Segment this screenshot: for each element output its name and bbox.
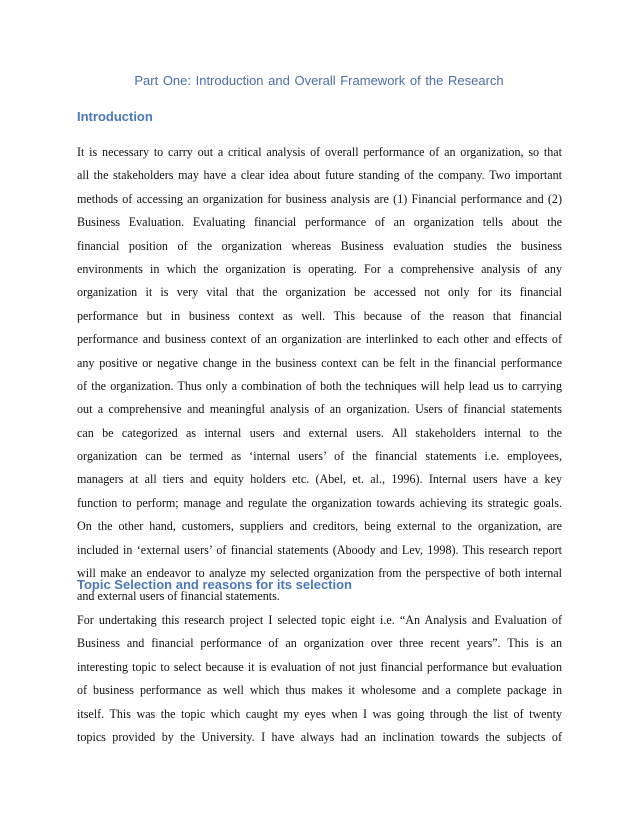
text-line: interesting topic to select because it is evaluation of not just financial performance but evaluation xyxy=(77,659,562,674)
text-line: organization can be termed as ‘internal users’ of the financial statements i.e. employees, xyxy=(77,449,562,464)
text-line: methods of accessing an organization for business analysis are (1) Financial performance and (2) xyxy=(77,191,562,206)
text-line: organization it is very vital that the organization be accessed not only for its financial xyxy=(77,285,562,300)
text-line: topics provided by the University. I have always had an inclination towards the subjects of xyxy=(77,729,562,744)
text-line: financial position of the organization whereas Business evaluation studies the business xyxy=(77,238,562,253)
text-line: managers at all tiers and equity holders etc. (Abel, et. al., 1996). Internal users have a key xyxy=(77,472,562,487)
text-line: all the stakeholders may have a clear idea about future standing of the company. Two important xyxy=(77,168,562,183)
text-line: environments in which the organization is operating. For a comprehensive analysis of any xyxy=(77,261,562,276)
text-line: of the organization. Thus only a combination of both the techniques will help lead us to carrying xyxy=(77,378,562,393)
text-line: out a comprehensive and meaningful analysis of an organization. Users of financial statements xyxy=(77,402,562,417)
text-line: will make an endeavor to analyze my selected organization from the perspective of both internal xyxy=(77,566,562,581)
text-line: can be categorized as internal users and external users. All stakeholders internal to the xyxy=(77,425,562,440)
text-line: of business performance as well which thus makes it wholesome and a complete package in xyxy=(77,683,562,698)
text-line: On the other hand, customers, suppliers and creditors, being external to the organization, are xyxy=(77,519,562,534)
text-line: any positive or negative change in the business context can be felt in the financial performance xyxy=(77,355,562,370)
text-line: function to perform; manage and regulate the organization towards achieving its strategic goals. xyxy=(77,495,562,510)
section-heading-introduction: Introduction xyxy=(77,109,153,124)
text-line: itself. This was the topic which caught my eyes when I was going through the list of twenty xyxy=(77,706,562,721)
text-line: For undertaking this research project I selected topic eight i.e. “An Analysis and Evaluation of xyxy=(77,613,562,627)
text-line: It is necessary to carry out a critical analysis of overall performance of an organization, so that xyxy=(77,145,562,159)
text-line: included in ‘external users’ of financial statements (Aboody and Lev, 1998). This research report xyxy=(77,542,562,557)
document-title: Part One: Introduction and Overall Framework of the Research xyxy=(134,73,504,88)
text-line: performance but in business context as well. This because of the reason that financial xyxy=(77,308,562,323)
section-heading-topic-selection: Topic Selection and reasons for its selection xyxy=(77,577,352,592)
paragraph-topic-selection xyxy=(77,609,562,749)
text-line: and external users of financial statements. xyxy=(77,589,280,604)
text-line: performance and business context of an organization are interlinked to each other and effects of xyxy=(77,332,562,347)
paragraph-introduction xyxy=(77,141,562,609)
text-line: Business Evaluation. Evaluating financial performance of an organization tells about the xyxy=(77,215,562,230)
text-line: Business and financial performance of an organization over three recent years”. This is an xyxy=(77,636,562,651)
